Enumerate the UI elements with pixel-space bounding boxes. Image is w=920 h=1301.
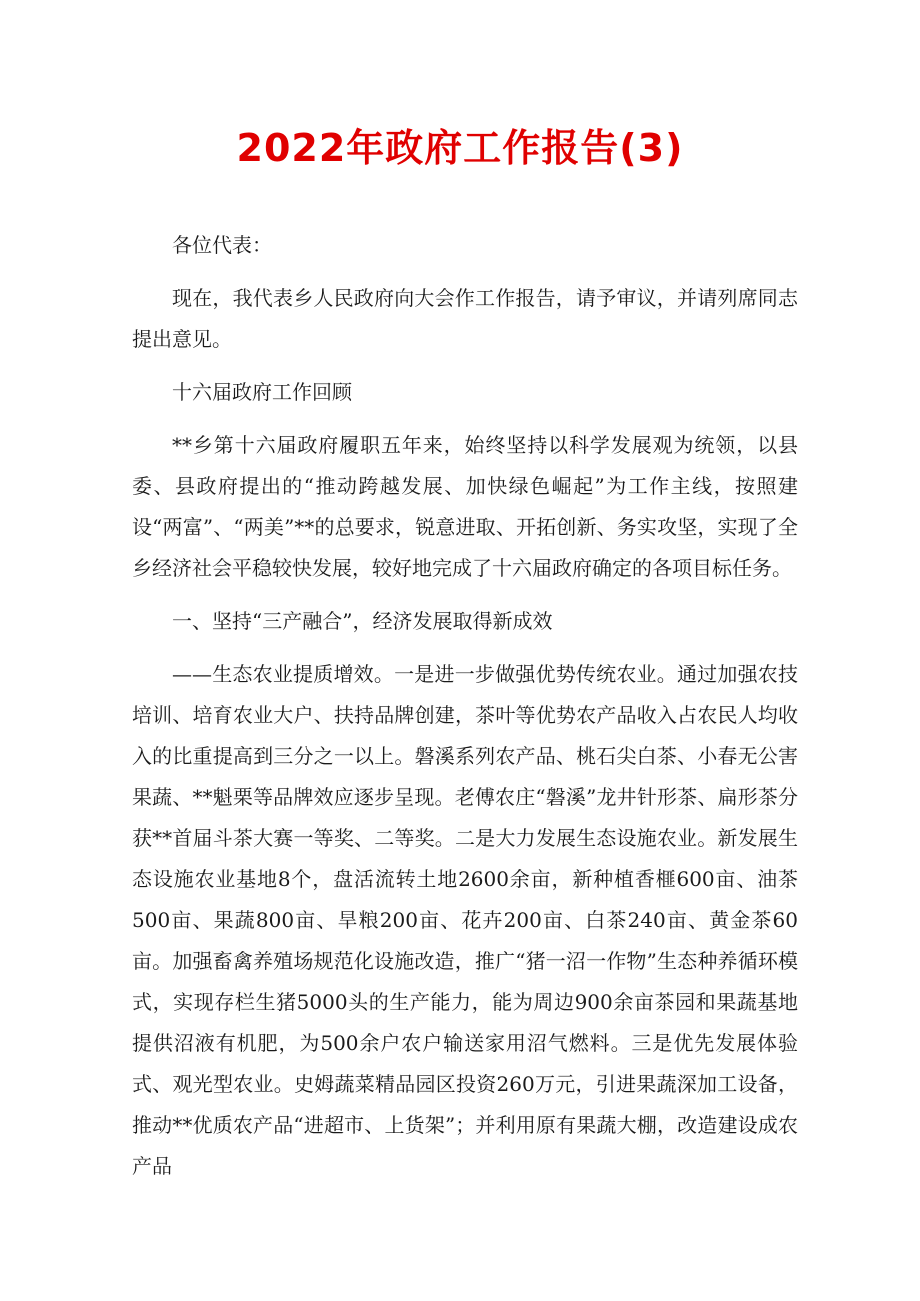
section-heading-review: 十六届政府工作回顾	[172, 380, 352, 404]
document-title: 2022年政府工作报告(3)	[236, 126, 684, 170]
paragraph-summary: **乡第十六届政府履职五年来，始终坚持以科学发展观为统领，以县委、县政府提出的“推动跨越发展、加快绿色崛起”为工作主线，按照建设“两富”、“两美”**的总要求，锐意进取、开拓创新、务实攻坚，实现了全乡经济社会平稳较快发展，较好地完成了十六届政府确定的各项目标任务。	[132, 433, 798, 580]
document-body	[132, 225, 798, 1199]
paragraph-agriculture: ——生态农业提质增效。一是进一步做强优势传统农业。通过加强农技培训、培育农业大户、扶持品牌创建，茶叶等优势农产品收入占农民人均收入的比重提高到三分之一以上。磐溪系列农产品、桃石尖白茶、小春无公害果蔬、**魁栗等品牌效应逐步呈现。老傅农庄“磐溪”龙井针形茶、扁形茶分获**首届斗茶大赛一等奖、二等奖。二是大力发展生态设施农业。新发展生态设施农业基地8个，盘活流转土地2600余亩，新种植香榧600亩、油茶500亩、果蔬800亩、旱粮200亩、花卉200亩、白茶240亩、黄金茶60亩。加强畜禽养殖场规范化设施改造，推广“猪一沼一作物”生态种养循环模式，实现存栏生猪5000头的生产能力，能为周边900余亩茶园和果蔬基地提供沼液有机肥，为500余户农户输送家用沼气燃料。三是优先发展体验式、观光型农业。史姆蔬菜精品园区投资260万元，引进果蔬深加工设备，推动**优质农产品“进超市、上货架”；并利用原有果蔬大棚，改造建设成农产品	[132, 662, 798, 1178]
paragraph-opening: 现在，我代表乡人民政府向大会作工作报告，请予审议，并请列席同志提出意见。	[132, 286, 798, 351]
section-heading-economy: 一、坚持“三产融合”，经济发展取得新成效	[172, 609, 553, 633]
paragraph-salutation: 各位代表：	[172, 233, 272, 257]
